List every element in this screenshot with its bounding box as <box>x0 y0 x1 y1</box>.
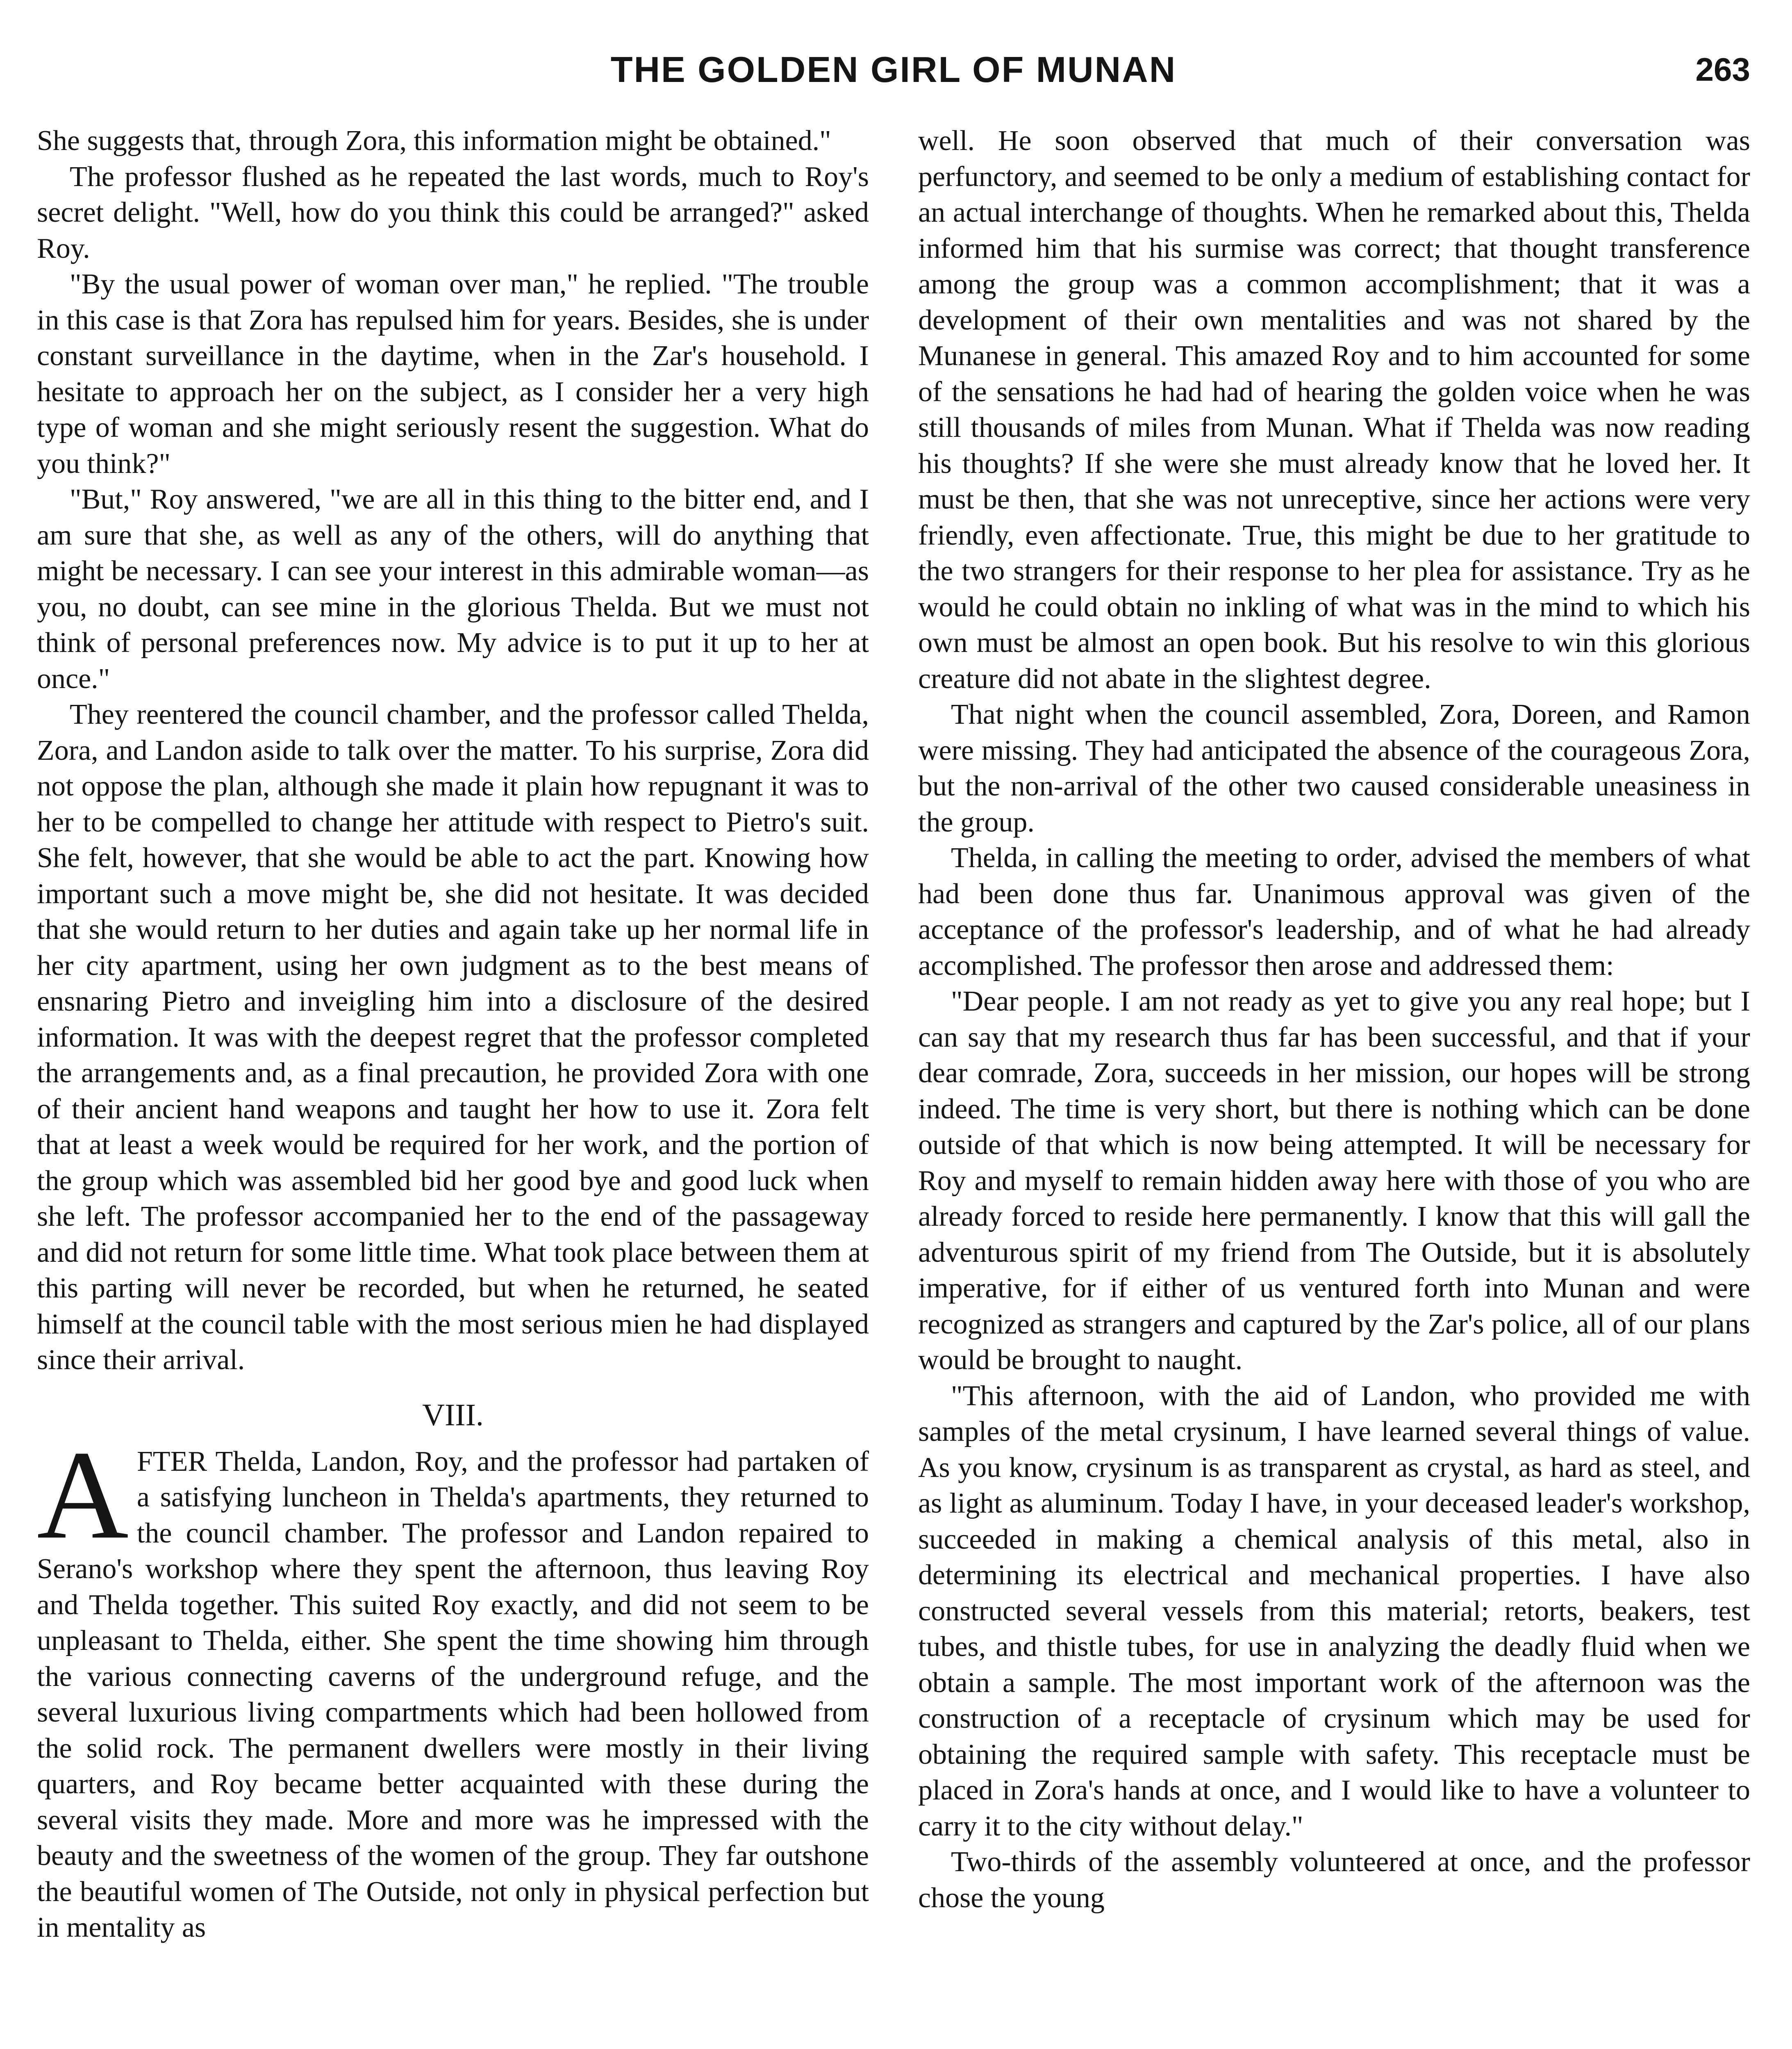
right-column <box>918 123 1750 1916</box>
left-column <box>37 123 869 1946</box>
paragraph: They reentered the council chamber, and the professor called Thelda, Zora, and Landon aside to talk over the matter. To his surprise, Zora did not oppose the plan, although she made it plain how repugnant it was to her to be compelled to change her attitude with respect to Pietro's suit. She felt, however, that she would be able to act the part. Knowing how important such a move might be, she did not hesitate. It was decided that she would return to her duties and again take up her normal life in her city apartment, using her own judgment as to the best means of ensnaring Pietro and inveigling him into a disclosure of the desired information. It was with the deepest regret that the professor completed the arrangements and, as a final precaution, he provided Zora with one of their ancient hand weapons and taught her how to use it. Zora felt that at least a week would be required for her work, and the portion of the group which was assembled bid her good bye and good luck when she left. The professor accompanied her to the end of the passageway and did not return for some little time. What took place between them at this parting will never be recorded, but when he returned, he seated himself at the council table with the most serious mien he had displayed since their arrival. <box>37 699 869 1376</box>
chapter-heading: VIII. <box>422 1397 484 1432</box>
paragraph: "By the usual power of woman over man," he replied. "The trouble in this case is that Zora has repulsed him for years. Besides, she is under constant surveillance in the daytime, when in the Zar's household. I hesitate to approach her on the subject, as I consider her a very high type of woman and she might seriously resent the suggestion. What do you think?" <box>37 268 869 479</box>
drop-cap-letter: A <box>37 1424 129 1565</box>
dropcap-paragraph <box>37 1424 869 1946</box>
paragraph: Two-thirds of the assembly volunteered at once, and the professor chose the young <box>918 1846 1750 1914</box>
paragraph: well. He soon observed that much of their conversation was perfunctory, and seemed to be only a medium of establishing contact for an actual interchange of thoughts. When he remarked about this, Thelda informed him that his surmise was correct; that thought transference among the group was a common accomplishment; that it was a development of their own mentalities and was not shared by the Munanese in general. This amazed Roy and to him accounted for some of the sensations he had had of hearing the golden voice when he was still thousands of miles from Munan. What if Thelda was now reading his thoughts? If she were she must already know that he loved her. It must be then, that she was not unreceptive, since her actions were very friendly, even affectionate. True, this might be due to her gratitude to the two strangers for their response to her plea for assistance. Try as he would he could obtain no inkling of what was in the mind to which his own must be almost an open book. But his resolve to win this glorious creature did not abate in the slightest degree. <box>918 125 1750 695</box>
paragraph: She suggests that, through Zora, this information might be obtained." <box>37 125 831 157</box>
paragraph: The professor flushed as he repeated the last words, much to Roy's secret delight. "Well, how do you think this could be arranged?" asked Roy. <box>37 161 869 264</box>
paragraph: "Dear people. I am not ready as yet to give you any real hope; but I can say that my research thus far has been successful, and that if your dear comrade, Zora, succeeds in her mission, our hopes will be strong indeed. The time is very short, but there is nothing which can be done outside of that which is now being attempted. It will be necessary for Roy and myself to remain hidden away here with those of you who are already forced to reside here permanently. I know that this will gall the adventurous spirit of my friend from The Outside, but it is absolutely imperative, for if either of us ventured forth into Munan and were recognized as strangers and captured by the Zar's police, all of our plans would be brought to naught. <box>918 986 1750 1376</box>
paragraph-text: FTER Thelda, Landon, Roy, and the professor had partaken of a satisfying luncheon in Thelda's apartments, they returned to the council chamber. The professor and Landon repaired to Serano's workshop where they spent the afternoon, thus leaving Roy and Thelda together. This suited Roy exactly, and did not seem to be unpleasant to Thelda, either. She spent the time showing him through the various connecting caverns of the underground refuge, and the several luxurious living compartments which had been hollowed from the solid rock. The permanent dwellers were mostly in their living quarters, and Roy became better acquainted with these during the several visits they made. More and more was he impressed with the beauty and the sweetness of the women of the group. They far outshone the beautiful women of The Outside, not only in physical perfection but in mentality as <box>37 1445 869 1943</box>
page-number: 263 <box>1695 51 1750 88</box>
paragraph: That night when the council assembled, Zora, Doreen, and Ramon were missing. They had anticipated the absence of the courageous Zora, but the non-arrival of the other two caused considerable uneasiness in the group. <box>918 699 1750 838</box>
paragraph: Thelda, in calling the meeting to order, advised the members of what had been done thus far. Unanimous approval was given of the acceptance of the professor's leadership, and of what he had already accomplished. The professor then arose and addressed them: <box>918 842 1750 981</box>
paragraph: "This afternoon, with the aid of Landon, who provided me with samples of the metal crysinum, I have learned several things of value. As you know, crysinum is as transparent as crystal, as hard as steel, and as light as aluminum. Today I have, in your deceased leader's workshop, succeeded in making a chemical analysis of this metal, also in determining its electrical and mechanical properties. I have also constructed several vessels from this material; retorts, beakers, test tubes, and thistle tubes, for use in analyzing the deadly fluid when we obtain a sample. The most important work of the afternoon was the construction of a receptacle of crysinum which may be used for obtaining the required sample with safety. This receptacle must be placed in Zora's hands at once, and I would like to have a volunteer to carry it to the city without delay." <box>918 1380 1750 1842</box>
running-title: THE GOLDEN GIRL OF MUNAN <box>610 49 1177 90</box>
paragraph: "But," Roy answered, "we are all in this thing to the bitter end, and I am sure that she, as well as any of the others, will do anything that might be necessary. I can see your interest in this admirable woman—as you, no doubt, can see mine in the glorious Thelda. But we must not think of personal preferences now. My advice is to put it up to her at once." <box>37 484 869 695</box>
page-header <box>37 41 1750 98</box>
